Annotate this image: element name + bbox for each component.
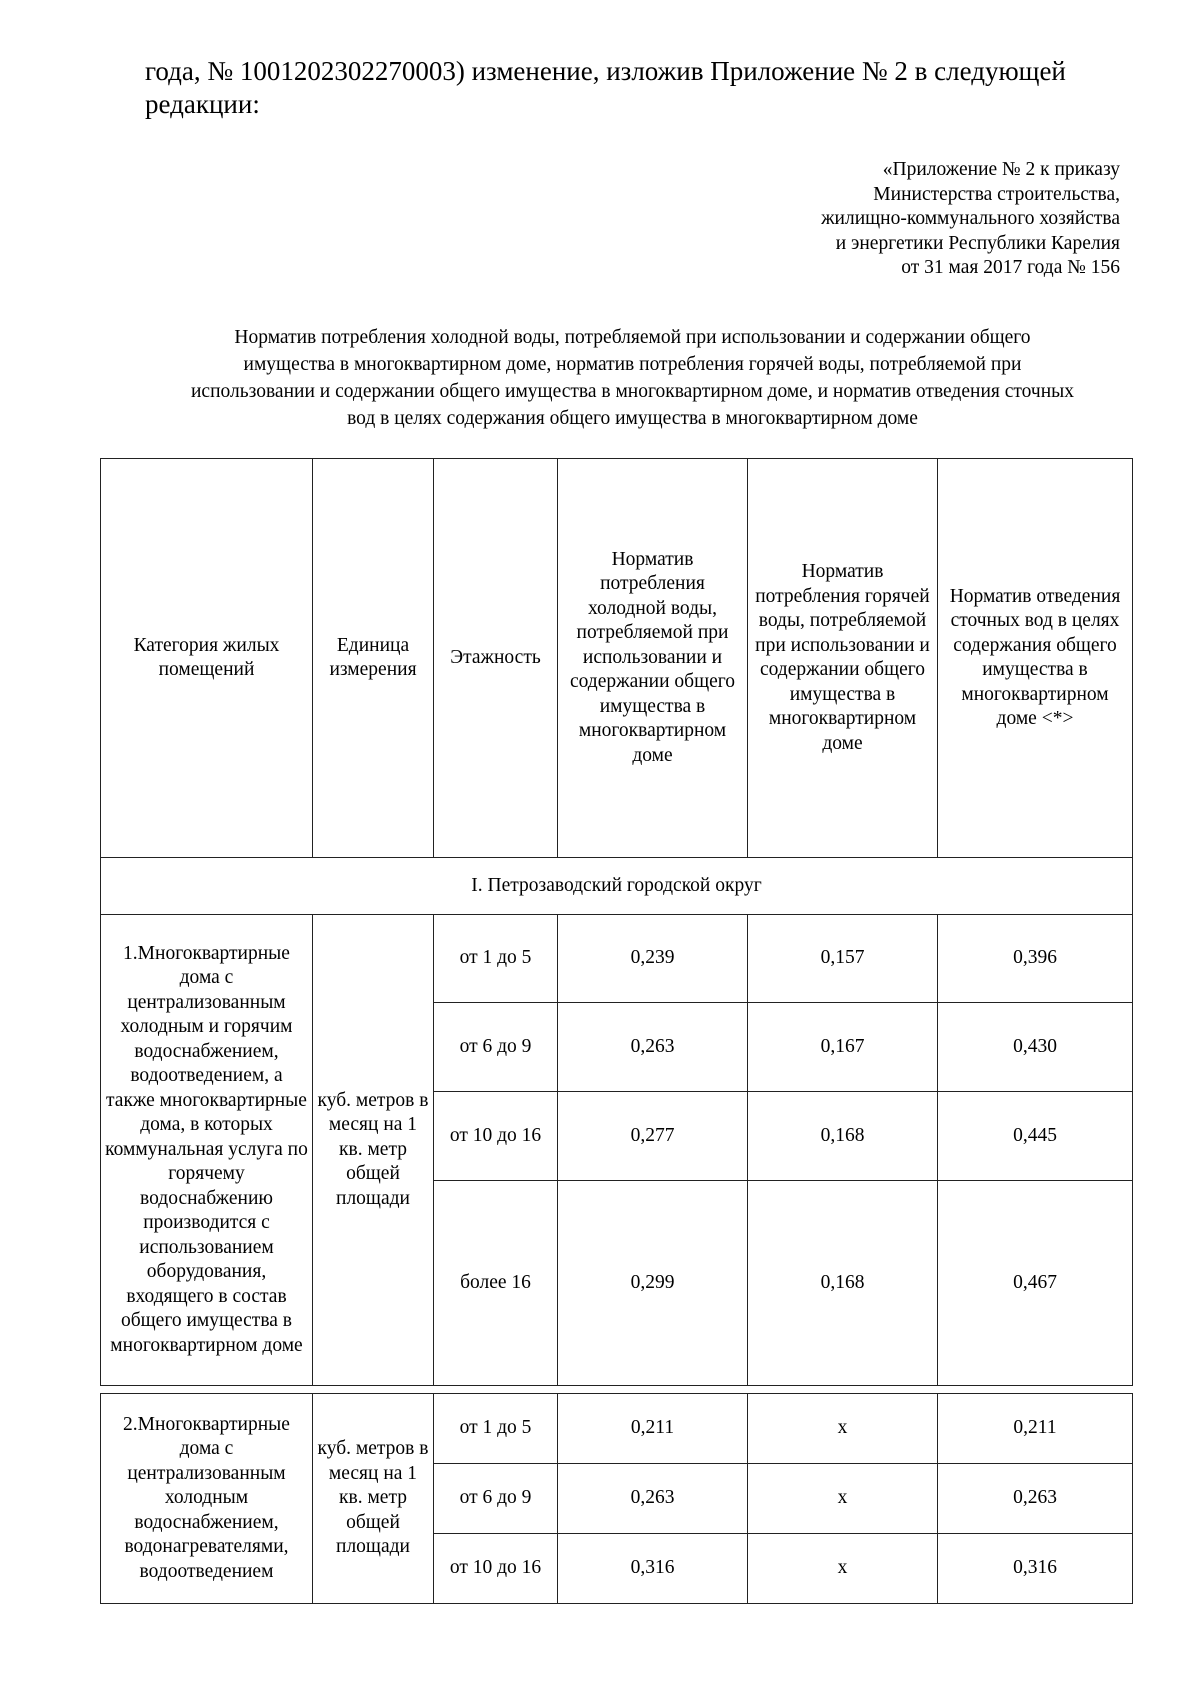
waste-cell: 0,467 [938, 1181, 1133, 1386]
waste-cell: 0,316 [938, 1534, 1133, 1604]
table-row [101, 915, 1133, 1003]
waste-cell: 0,211 [938, 1394, 1133, 1464]
floors-cell: от 1 до 5 [434, 915, 558, 1003]
title-line: вод в целях содержания общего имущества в многоквартирном доме [347, 408, 918, 429]
hot-cell: 0,168 [748, 1181, 938, 1386]
hot-cell: 0,168 [748, 1092, 938, 1181]
waste-cell: 0,396 [938, 915, 1133, 1003]
floors-cell: от 1 до 5 [434, 1394, 558, 1464]
header-cold-water: Норматив потребления холодной воды, потребляемой при использовании и содержании общего имущества в многоквартирном доме [558, 459, 748, 858]
appendix-line: и энергетики Республики Карелия [835, 232, 1120, 254]
appendix-reference [700, 158, 1120, 281]
waste-cell: 0,445 [938, 1092, 1133, 1181]
hot-cell: х [748, 1394, 938, 1464]
appendix-line: «Приложение № 2 к приказу [882, 159, 1120, 180]
header-unit: Единица измерения [313, 459, 434, 858]
section-title: I. Петрозаводский городской округ [101, 858, 1133, 915]
floors-cell: от 6 до 9 [434, 1003, 558, 1092]
cold-cell: 0,316 [558, 1534, 748, 1604]
header-category: Категория жилых помещений [101, 459, 313, 858]
waste-cell: 0,263 [938, 1464, 1133, 1534]
appendix-line: от 31 мая 2017 года № 156 [901, 257, 1120, 278]
hot-cell: х [748, 1464, 938, 1534]
hot-cell: х [748, 1534, 938, 1604]
cold-cell: 0,263 [558, 1464, 748, 1534]
hot-cell: 0,157 [748, 915, 938, 1003]
appendix-line: Министерства строительства, [873, 183, 1120, 205]
cold-cell: 0,211 [558, 1394, 748, 1464]
unit-2: куб. метров в месяц на 1 кв. метр общей площади [313, 1394, 434, 1604]
table-row [101, 1394, 1133, 1464]
cold-cell: 0,277 [558, 1092, 748, 1181]
floors-cell: более 16 [434, 1181, 558, 1386]
hot-cell: 0,167 [748, 1003, 938, 1092]
cold-cell: 0,299 [558, 1181, 748, 1386]
cold-cell: 0,263 [558, 1003, 748, 1092]
category-2: 2.Многоквартирные дома с централизованным холодным водоснабжением, водонагревателями, водоотведением [101, 1394, 313, 1604]
unit-1: куб. метров в месяц на 1 кв. метр общей площади [313, 915, 434, 1386]
header-hot-water: Норматив потребления горячей воды, потребляемой при использовании и содержании общего имущества в многоквартирном доме [748, 459, 938, 858]
title-line: Норматив потребления холодной воды, потребляемой при использовании и содержании общего [234, 327, 1031, 348]
intro-paragraph: года, № 1001202302270003) изменение, изложив Приложение № 2 в следующей редакции: [145, 56, 1066, 119]
header-row [101, 459, 1133, 858]
appendix-line: жилищно-коммунального хозяйства [821, 208, 1120, 229]
title-line: имущества в многоквартирном доме, норматив потребления горячей воды, потребляемой при [243, 354, 1022, 375]
floors-cell: от 10 до 16 [434, 1534, 558, 1604]
waste-cell: 0,430 [938, 1003, 1133, 1092]
header-wastewater: Норматив отведения сточных вод в целях содержания общего имущества в многоквартирном доме <*> [938, 459, 1133, 858]
floors-cell: от 6 до 9 [434, 1464, 558, 1534]
floors-cell: от 10 до 16 [434, 1092, 558, 1181]
norms-table [100, 458, 1133, 1604]
section-row [101, 858, 1133, 915]
group-divider [101, 1386, 1133, 1394]
header-floors: Этажность [434, 459, 558, 858]
cold-cell: 0,239 [558, 915, 748, 1003]
category-1: 1.Многоквартирные дома с централизованным холодным и горячим водоснабжением, водоотведением, а также многоквартирные дома, в которых коммунальная услуга по горячему водоснабжению производится с использованием оборудования, входящего в состав общего имущества в многоквартирном доме [101, 915, 313, 1386]
title-line: использовании и содержании общего имущества в многоквартирном доме, и норматив отведения сточных [190, 381, 1074, 402]
document-title [140, 324, 1125, 432]
